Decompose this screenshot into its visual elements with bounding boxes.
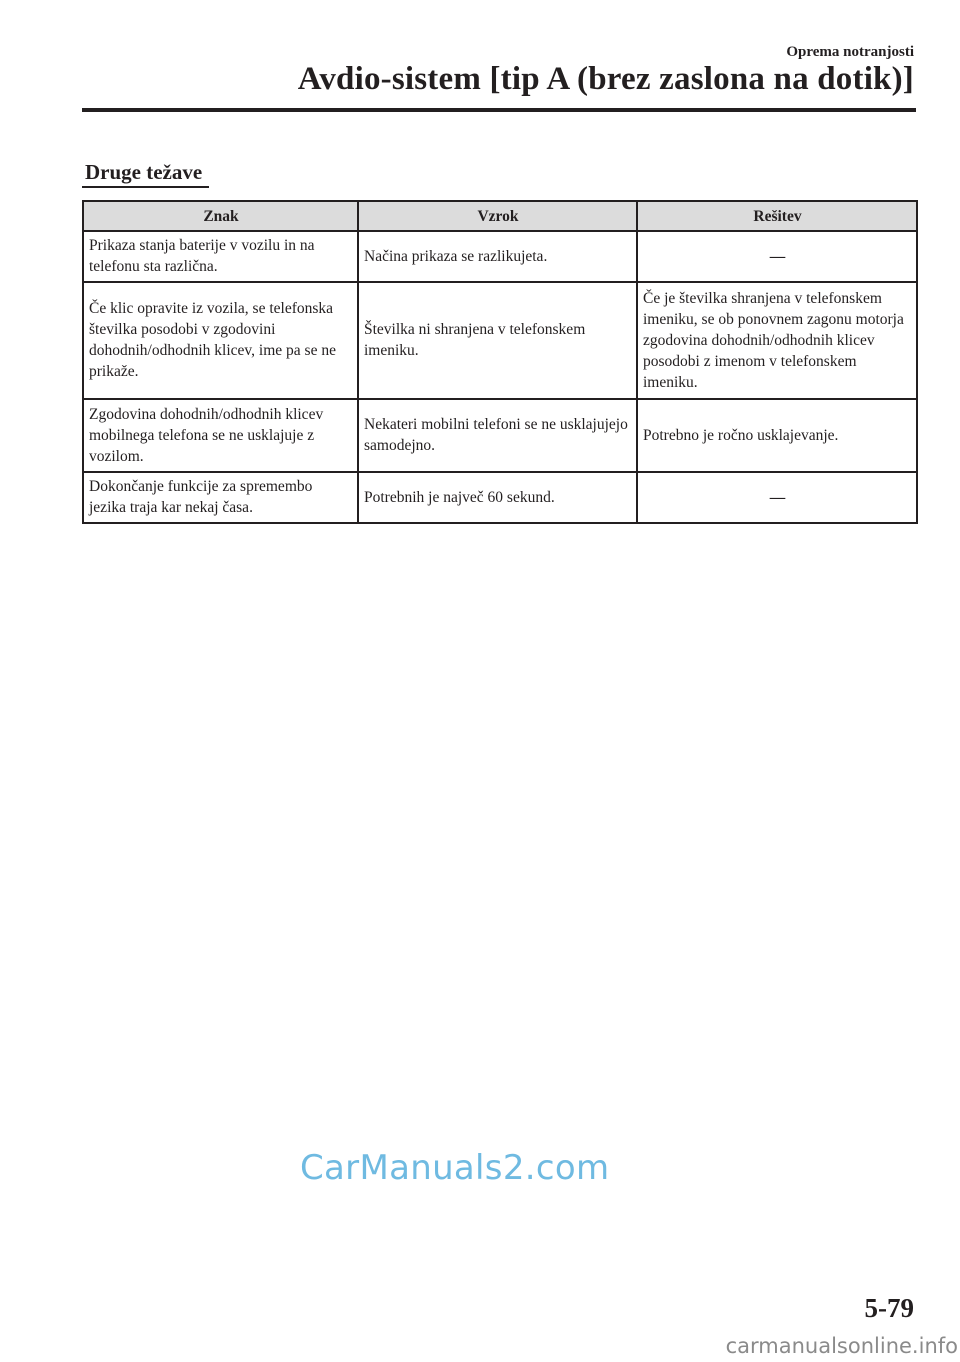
- column-header-resitev: Rešitev: [637, 201, 917, 231]
- header-section-label: Oprema notranjosti: [786, 44, 914, 60]
- cell-resitev: Potrebno je ročno usklajevanje.: [637, 399, 917, 472]
- cell-resitev: —: [637, 472, 917, 523]
- table-row: [83, 472, 917, 523]
- cell-znak: Dokončanje funkcije za spremembo jezika traja kar nekaj časa.: [83, 472, 358, 523]
- cell-vzrok: Načina prikaza se razlikujeta.: [358, 231, 637, 282]
- table-row: [83, 282, 917, 399]
- column-header-vzrok: Vzrok: [358, 201, 637, 231]
- cell-vzrok: Nekateri mobilni telefoni se ne usklajujejo samodejno.: [358, 399, 637, 472]
- cell-vzrok: Številka ni shranjena v telefonskem imeniku.: [358, 282, 637, 399]
- cell-znak: Če klic opravite iz vozila, se telefonska številka posodobi v zgodovini dohodnih/odhodnih klicev, ime pa se ne prikaže.: [83, 282, 358, 399]
- cell-resitev: Če je številka shranjena v telefonskem imeniku, se ob ponovnem zagonu motorja zgodovina dohodnih/odhodnih klicev posodobi z imenom v telefonskem imeniku.: [637, 282, 917, 399]
- section-heading-underline: [82, 186, 209, 188]
- header-title: Avdio-sistem [tip A (brez zaslona na dotik)]: [297, 61, 914, 97]
- column-header-znak: Znak: [83, 201, 358, 231]
- troubleshooting-table: [82, 200, 918, 524]
- header-rule: [82, 108, 916, 112]
- table-header-row: [83, 201, 917, 231]
- cell-znak: Prikaza stanja baterije v vozilu in na telefonu sta različna.: [83, 231, 358, 282]
- cell-znak: Zgodovina dohodnih/odhodnih klicev mobilnega telefona se ne usklajuje z vozilom.: [83, 399, 358, 472]
- cell-vzrok: Potrebnih je največ 60 sekund.: [358, 472, 637, 523]
- footer-watermark: carmanualsonline.info: [725, 1334, 958, 1358]
- page-number: 5-79: [864, 1293, 914, 1323]
- cell-resitev: —: [637, 231, 917, 282]
- table-row: [83, 231, 917, 282]
- watermark-carmanuals2: CarManuals2.com: [300, 1148, 610, 1188]
- table-row: [83, 399, 917, 472]
- section-heading: Druge težave: [85, 160, 203, 184]
